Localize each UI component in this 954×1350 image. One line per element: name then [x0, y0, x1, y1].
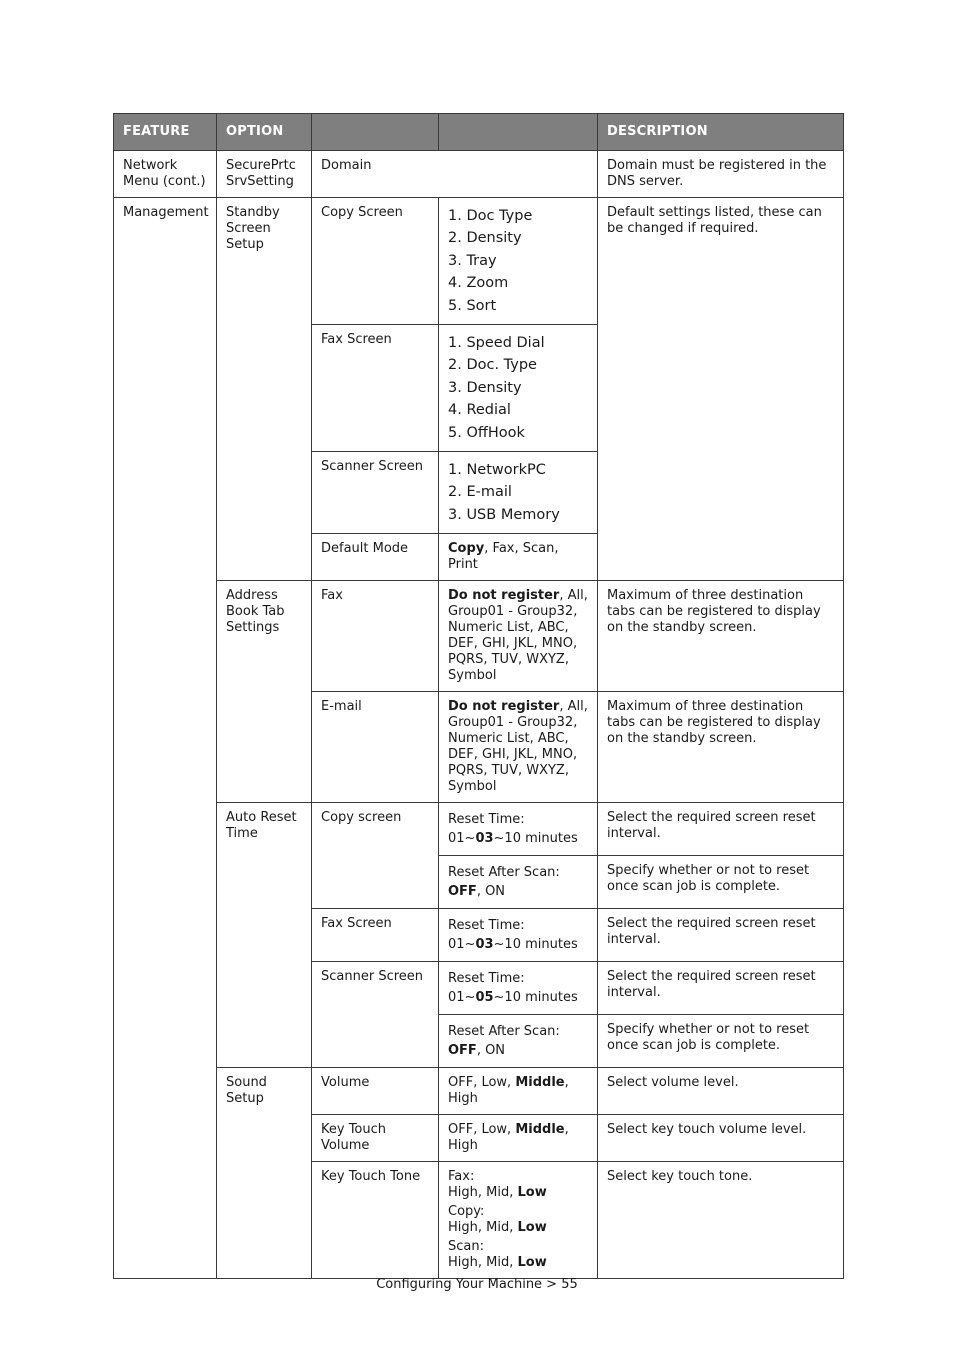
- setting-cell: Key Touch Volume: [312, 1115, 439, 1162]
- default-value: OFF: [448, 884, 477, 900]
- default-value: Middle: [515, 1075, 565, 1091]
- tone-group-label: Fax:: [448, 1169, 475, 1185]
- description-cell: Domain must be registered in the DNS server.: [598, 151, 844, 198]
- default-value: Low: [517, 1185, 547, 1201]
- table-row: [114, 803, 844, 856]
- setting-cell: Volume: [312, 1068, 439, 1115]
- value-label: Reset After Scan:: [448, 865, 560, 881]
- value-cell: [439, 581, 598, 692]
- value-text: , ON: [476, 884, 506, 900]
- list-item: 1. Doc Type: [448, 208, 533, 224]
- value-text: OFF, Low,: [448, 1075, 516, 1091]
- description-cell: Maximum of three destination tabs can be registered to display on the standby screen.: [598, 692, 844, 803]
- description-cell: Specify whether or not to reset once scan job is complete.: [598, 1015, 844, 1068]
- scanner-screen-list: [448, 459, 588, 526]
- list-item: 2. Density: [448, 230, 522, 247]
- setting-cell: Key Touch Tone: [312, 1162, 439, 1279]
- default-value: Low: [517, 1220, 547, 1236]
- tone-group-scan: [448, 1239, 588, 1271]
- option-cell: Address Book Tab Settings: [217, 581, 312, 803]
- range-end: ~10 minutes: [493, 990, 578, 1006]
- option-cell: Standby Screen Setup: [217, 198, 312, 581]
- range-start: 01~: [448, 990, 476, 1006]
- tone-group-label: Scan:: [448, 1239, 484, 1255]
- default-value: OFF: [448, 1043, 477, 1059]
- fax-screen-list: [448, 332, 588, 444]
- list-item: 4. Zoom: [448, 275, 509, 292]
- tone-group-label: Copy:: [448, 1204, 485, 1220]
- value-text: OFF, Low,: [448, 1122, 516, 1138]
- value-cell: [439, 198, 598, 325]
- table-row: [114, 1068, 844, 1115]
- list-item: 3. Tray: [448, 252, 497, 269]
- copy-screen-list: [448, 205, 588, 317]
- value-cell: [439, 1162, 598, 1279]
- feature-cell: Management: [114, 198, 217, 1279]
- description-cell: Select key touch tone.: [598, 1162, 844, 1279]
- header-description: DESCRIPTION: [598, 114, 844, 151]
- value-cell: [439, 452, 598, 534]
- settings-table: [113, 113, 844, 1279]
- setting-cell: Fax Screen: [312, 325, 439, 452]
- list-item: 3. USB Memory: [448, 506, 560, 523]
- default-value: Do not register: [448, 588, 560, 604]
- list-item: 1. Speed Dial: [448, 335, 545, 352]
- value-range: [448, 829, 588, 848]
- default-value: 03: [475, 937, 494, 953]
- value-options: [448, 1041, 588, 1060]
- value-text: High, Mid,: [448, 1255, 518, 1271]
- value-text: High, Mid,: [448, 1220, 518, 1236]
- value-cell: [439, 1068, 598, 1115]
- default-value: Do not register: [448, 699, 560, 715]
- value-label: Reset Time:: [448, 812, 525, 828]
- default-value: 03: [475, 831, 494, 847]
- table-row: [114, 151, 844, 198]
- option-cell: Auto Reset Time: [217, 803, 312, 1068]
- header-col4: [439, 114, 598, 151]
- feature-cell: Network Menu (cont.): [114, 151, 217, 198]
- value-label: Reset Time:: [448, 971, 525, 987]
- value-cell: [439, 962, 598, 1015]
- value-text: , Fax, Scan, Print: [448, 541, 559, 573]
- list-item: 5. OffHook: [448, 424, 525, 441]
- value-label: Reset Time:: [448, 918, 525, 934]
- range-start: 01~: [448, 937, 476, 953]
- list-item: 3. Density: [448, 379, 522, 396]
- description-cell: Select key touch volume level.: [598, 1115, 844, 1162]
- range-end: ~10 minutes: [493, 831, 578, 847]
- setting-cell: Copy screen: [312, 803, 439, 909]
- description-cell: Select volume level.: [598, 1068, 844, 1115]
- value-cell: [439, 803, 598, 856]
- description-cell: Select the required screen reset interval.: [598, 803, 844, 856]
- setting-cell: E-mail: [312, 692, 439, 803]
- setting-cell: Default Mode: [312, 534, 439, 581]
- list-item: 1. NetworkPC: [448, 462, 546, 479]
- table-row: [114, 581, 844, 692]
- option-cell: Sound Setup: [217, 1068, 312, 1279]
- default-value: Copy: [448, 541, 485, 557]
- range-end: ~10 minutes: [493, 937, 578, 953]
- value-text: , All, Group01 - Group32, Numeric List, ABC, DEF, GHI, JKL, MNO, PQRS, TUV, WXYZ, Symbol: [448, 588, 588, 684]
- tone-group-copy: [448, 1204, 588, 1236]
- tone-group-values: [448, 1185, 588, 1201]
- value-text: , ON: [476, 1043, 506, 1059]
- value-cell: [439, 534, 598, 581]
- value-text: , High: [448, 1075, 569, 1107]
- header-option: OPTION: [217, 114, 312, 151]
- list-item: 2. E-mail: [448, 484, 512, 501]
- table-row: [114, 198, 844, 325]
- description-cell: Select the required screen reset interval.: [598, 962, 844, 1015]
- value-options: [448, 882, 588, 901]
- list-item: 2. Doc. Type: [448, 357, 537, 374]
- value-cell: [439, 325, 598, 452]
- page-footer: Configuring Your Machine > 55: [376, 1277, 578, 1292]
- list-item: 5. Sort: [448, 297, 497, 314]
- setting-cell: Domain: [312, 151, 598, 198]
- value-cell: [439, 1015, 598, 1068]
- header-col3: [312, 114, 439, 151]
- setting-cell: Copy Screen: [312, 198, 439, 325]
- tone-group-fax: [448, 1169, 588, 1201]
- value-text: , All, Group01 - Group32, Numeric List, ABC, DEF, GHI, JKL, MNO, PQRS, TUV, WXYZ, Symbol: [448, 699, 588, 795]
- description-cell: Default settings listed, these can be changed if required.: [598, 198, 844, 581]
- tone-group-values: [448, 1255, 588, 1271]
- value-range: [448, 935, 588, 954]
- value-cell: [439, 909, 598, 962]
- tone-group-values: [448, 1220, 588, 1236]
- description-cell: Specify whether or not to reset once scan job is complete.: [598, 856, 844, 909]
- list-item: 4. Redial: [448, 402, 511, 419]
- value-label: Reset After Scan:: [448, 1024, 560, 1040]
- value-text: High, Mid,: [448, 1185, 518, 1201]
- value-text: , High: [448, 1122, 569, 1154]
- table-header-row: [114, 114, 844, 151]
- value-range: [448, 988, 588, 1007]
- header-feature: FEATURE: [114, 114, 217, 151]
- setting-cell: Fax Screen: [312, 909, 439, 962]
- default-value: Middle: [515, 1122, 565, 1138]
- setting-cell: Scanner Screen: [312, 452, 439, 534]
- setting-cell: Scanner Screen: [312, 962, 439, 1068]
- description-cell: Maximum of three destination tabs can be registered to display on the standby screen.: [598, 581, 844, 692]
- description-cell: Select the required screen reset interval.: [598, 909, 844, 962]
- value-cell: [439, 692, 598, 803]
- range-start: 01~: [448, 831, 476, 847]
- setting-cell: Fax: [312, 581, 439, 692]
- value-cell: [439, 856, 598, 909]
- default-value: 05: [475, 990, 494, 1006]
- default-value: Low: [517, 1255, 547, 1271]
- value-cell: [439, 1115, 598, 1162]
- option-cell: SecurePrtc SrvSetting: [217, 151, 312, 198]
